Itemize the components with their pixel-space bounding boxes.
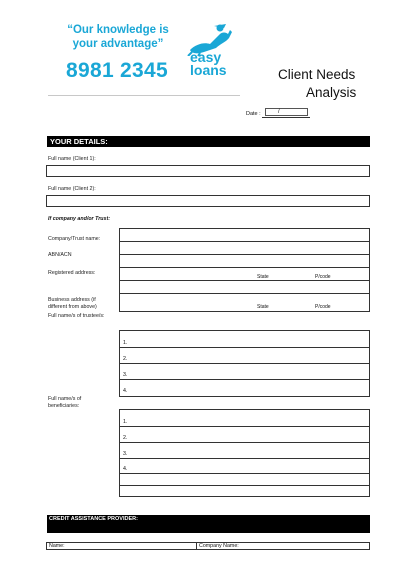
client2-label: Full name (Client 2): xyxy=(48,186,96,192)
credit-company-cell[interactable] xyxy=(197,543,239,549)
table-row-divider xyxy=(120,280,369,281)
business-address-label xyxy=(48,297,97,310)
client1-label: Full name (Client 1): xyxy=(48,156,96,162)
beneficiaries-label-line-1: Full name/s of xyxy=(48,396,82,402)
page-title-line-2: Analysis xyxy=(306,85,357,100)
table-row-divider xyxy=(120,485,369,486)
page-title-line-1: Client Needs xyxy=(278,67,356,82)
credit-name-label: Name: xyxy=(49,543,65,549)
business-address-label-line-1: Business address (if xyxy=(48,297,96,303)
abn-label: ABN/ACN xyxy=(48,252,72,258)
phone-number: 8981 2345 xyxy=(66,59,168,82)
date-underline xyxy=(262,117,310,118)
client2-name-field[interactable] xyxy=(46,195,370,207)
date-label: Date : xyxy=(246,111,261,117)
trustee-row-number: 3. xyxy=(123,372,128,378)
logo-word-easy: easy xyxy=(190,49,222,65)
your-details-heading: YOUR DETAILS: xyxy=(47,136,370,147)
credit-name-cell[interactable] xyxy=(47,543,197,549)
table-row-divider xyxy=(120,347,369,348)
business-address-label-line-2: different from above) xyxy=(48,303,97,310)
beneficiaries-table[interactable] xyxy=(119,409,370,497)
date-box[interactable] xyxy=(265,108,308,116)
table-row-divider xyxy=(120,426,369,427)
credit-assistance-heading: CREDIT ASSISTANCE PROVIDER: xyxy=(47,515,370,533)
credit-provider-row xyxy=(46,542,370,550)
company-details-table xyxy=(119,228,370,312)
credit-company-label: Company Name: xyxy=(199,543,239,549)
logo-word-loans: loans xyxy=(190,62,227,78)
table-row-divider xyxy=(120,267,369,268)
company-trust-heading: If company and/or Trust: xyxy=(48,216,111,222)
date-separator: / xyxy=(278,109,280,115)
client1-name-field[interactable] xyxy=(46,165,370,177)
pcode-label-2: P/code xyxy=(315,304,331,310)
slogan-line-2: your advantage” xyxy=(72,38,164,50)
trustee-row-number: 4. xyxy=(123,388,128,394)
state-label: State xyxy=(257,274,269,280)
trustees-label: Full name/s of trustee/s: xyxy=(48,313,105,319)
table-row-divider xyxy=(120,458,369,459)
beneficiary-row-number: 3. xyxy=(123,451,128,457)
pcode-label: P/code xyxy=(315,274,331,280)
trustee-row-number: 2. xyxy=(123,356,128,362)
table-row-divider xyxy=(120,254,369,255)
beneficiaries-label-line-2: beneficiaries: xyxy=(48,403,80,409)
beneficiary-row-number: 2. xyxy=(123,435,128,441)
registered-address-label: Registered address: xyxy=(48,270,96,276)
brand-logo-text xyxy=(190,51,227,77)
beneficiary-row-number: 4. xyxy=(123,466,128,472)
slogan-line-1: “Our knowledge is xyxy=(67,24,169,36)
slogan xyxy=(58,23,178,51)
table-row-divider xyxy=(120,442,369,443)
table-row-divider xyxy=(120,241,369,242)
table-row-divider xyxy=(120,379,369,380)
trustees-table[interactable] xyxy=(119,330,370,397)
table-row-divider xyxy=(120,293,369,294)
trustee-row-number: 1. xyxy=(123,340,128,346)
table-row-divider xyxy=(120,363,369,364)
table-row-divider xyxy=(120,473,369,474)
beneficiaries-label xyxy=(48,396,81,410)
header-divider xyxy=(48,95,240,96)
company-name-label: Company/Trust name: xyxy=(48,236,101,242)
beneficiary-row-number: 1. xyxy=(123,419,128,425)
state-label-2: State xyxy=(257,304,269,310)
